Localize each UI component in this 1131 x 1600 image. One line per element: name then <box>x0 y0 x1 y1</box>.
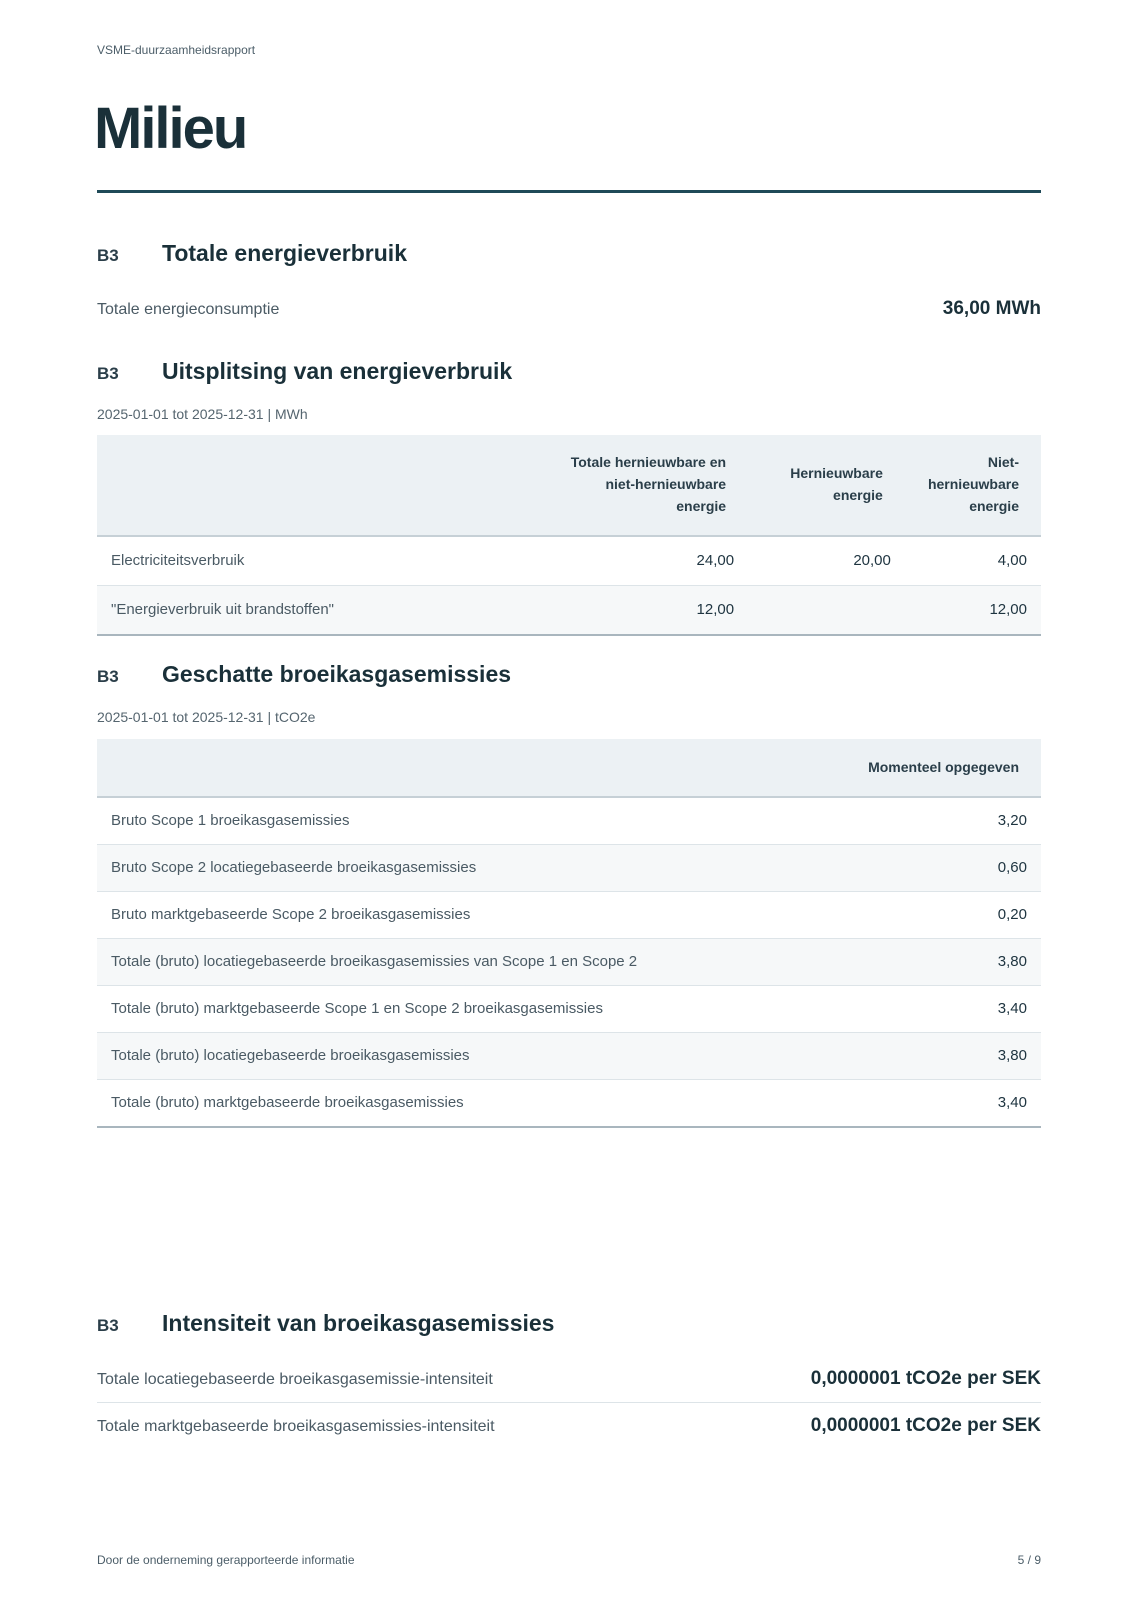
footer-note: Door de onderneming gerapporteerde informatie <box>97 1553 355 1567</box>
table-row <box>97 845 1041 892</box>
section-title: Uitsplitsing van energieverbruik <box>162 358 513 384</box>
intensity-label: Totale locatiegebaseerde broeikasgasemissie-intensiteit <box>97 1371 493 1388</box>
row-label: "Energieverbruik uit brandstoffen" <box>97 586 548 636</box>
column-header-total: Totale hernieuwbare en niet-hernieuwbare energie <box>548 435 748 536</box>
ghg-emissions-table <box>97 739 1041 1128</box>
page-title: Milieu <box>94 96 247 161</box>
cell-value: 3,20 <box>699 797 1041 845</box>
section-ghg-heading <box>97 661 1041 688</box>
row-label: Bruto marktgebaseerde Scope 2 broeikasgasemissies <box>97 892 699 939</box>
table-header-row <box>97 739 1041 797</box>
row-label: Bruto Scope 2 locatiegebaseerde broeikasgasemissies <box>97 845 699 892</box>
ghg-period: 2025-01-01 tot 2025-12-31 | tCO2e <box>97 709 316 725</box>
row-label: Totale (bruto) marktgebaseerde broeikasgasemissies <box>97 1080 699 1128</box>
intensity-value: 0,0000001 tCO2e per SEK <box>810 1368 1041 1389</box>
section-energy-breakdown-heading <box>97 358 1041 385</box>
row-label: Totale (bruto) locatiegebaseerde broeikasgasemissies van Scope 1 en Scope 2 <box>97 939 699 986</box>
table-row <box>97 986 1041 1033</box>
cell-value: 0,60 <box>699 845 1041 892</box>
cell-value: 3,40 <box>699 1080 1041 1128</box>
energy-breakdown-period: 2025-01-01 tot 2025-12-31 | MWh <box>97 406 308 422</box>
section-intensity-heading <box>97 1310 1041 1337</box>
total-energy-value: 36,00 MWh <box>942 298 1041 319</box>
column-header-current: Momenteel opgegeven <box>699 739 1041 797</box>
table-row <box>97 939 1041 986</box>
cell-non-renewable: 12,00 <box>905 586 1041 636</box>
row-divider <box>97 1402 1041 1403</box>
section-code: B3 <box>97 1316 119 1335</box>
column-header-renewable: Hernieuwbare energie <box>748 435 905 536</box>
energy-breakdown-table <box>97 435 1041 636</box>
table-header-row <box>97 435 1041 536</box>
row-label: Electriciteitsverbruik <box>97 536 548 586</box>
total-energy-label: Totale energieconsumptie <box>97 301 280 318</box>
intensity-row-location <box>97 1368 1041 1390</box>
intensity-row-market <box>97 1415 1041 1437</box>
row-label: Bruto Scope 1 broeikasgasemissies <box>97 797 699 845</box>
cell-value: 3,40 <box>699 986 1041 1033</box>
section-code: B3 <box>97 667 119 686</box>
total-energy-row <box>97 298 1041 320</box>
cell-total: 12,00 <box>548 586 748 636</box>
section-code: B3 <box>97 246 119 265</box>
cell-value: 0,20 <box>699 892 1041 939</box>
table-row <box>97 1080 1041 1128</box>
table-row <box>97 797 1041 845</box>
cell-renewable <box>748 586 905 636</box>
column-header-non-renewable: Niet-hernieuwbare energie <box>905 435 1041 536</box>
row-label: Totale (bruto) marktgebaseerde Scope 1 en Scope 2 broeikasgasemissies <box>97 986 699 1033</box>
section-title: Totale energieverbruik <box>162 240 407 266</box>
column-header-label <box>97 435 548 536</box>
section-total-energy-heading <box>97 240 1041 267</box>
cell-value: 3,80 <box>699 1033 1041 1080</box>
section-title: Intensiteit van broeikasgasemissies <box>162 1310 555 1336</box>
running-header: VSME-duurzaamheidsrapport <box>97 43 256 57</box>
intensity-value: 0,0000001 tCO2e per SEK <box>810 1415 1041 1436</box>
section-code: B3 <box>97 364 119 383</box>
table-row <box>97 536 1041 586</box>
section-title: Geschatte broeikasgasemissies <box>162 661 512 687</box>
cell-non-renewable: 4,00 <box>905 536 1041 586</box>
row-label: Totale (bruto) locatiegebaseerde broeikasgasemissies <box>97 1033 699 1080</box>
table-row <box>97 1033 1041 1080</box>
cell-value: 3,80 <box>699 939 1041 986</box>
cell-total: 24,00 <box>548 536 748 586</box>
page-number: 5 / 9 <box>1017 1553 1041 1567</box>
table-row <box>97 892 1041 939</box>
table-row <box>97 586 1041 636</box>
intensity-label: Totale marktgebaseerde broeikasgasemissies-intensiteit <box>97 1418 495 1435</box>
cell-renewable: 20,00 <box>748 536 905 586</box>
column-header-label <box>97 739 699 797</box>
title-divider <box>97 190 1041 193</box>
